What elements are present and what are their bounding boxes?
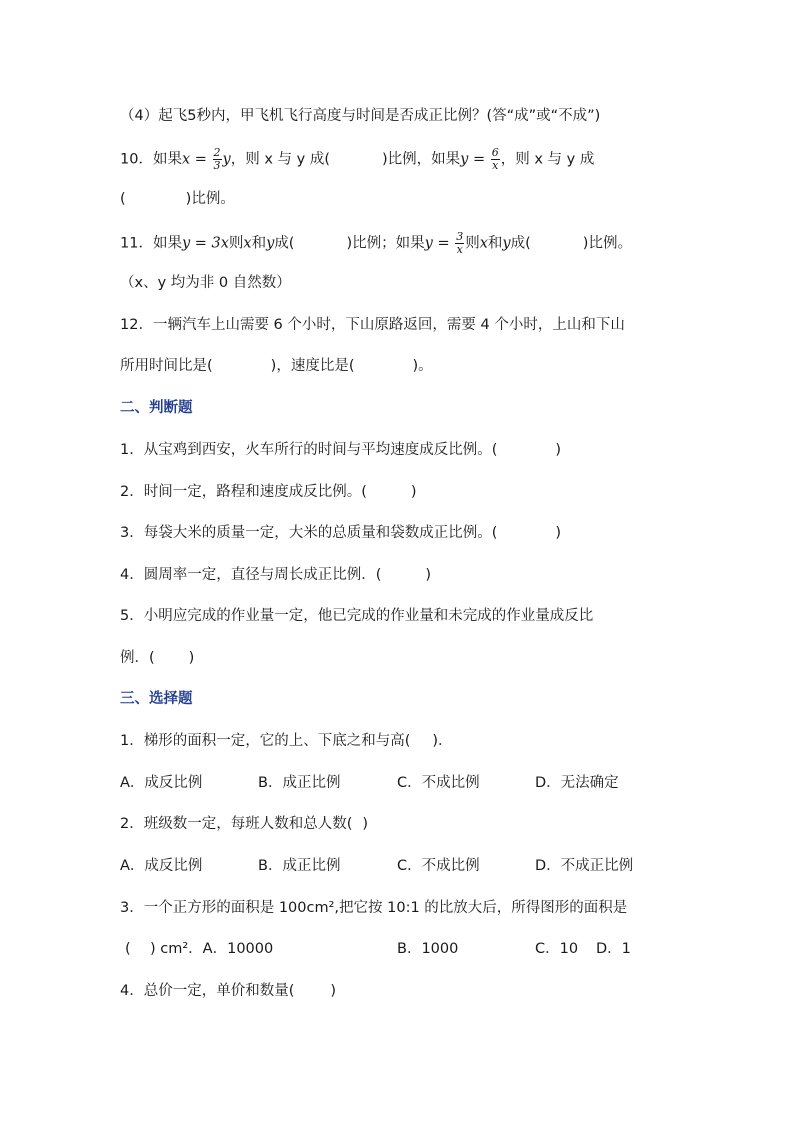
choice-q1-option-b[interactable]: B．成正比例 [258, 775, 341, 791]
choice-q1-options [120, 773, 734, 793]
judge-item-2-close: ) [410, 484, 417, 500]
judge-item-4 [120, 565, 734, 585]
q12-line1: 12．一辆汽车上山需要 6 个小时，下山原路返回，需要 4 个小时，上山和下山 [120, 317, 625, 333]
q10-var-y2: y [460, 151, 469, 168]
q11-note: （x、y 均为非 0 自然数） [120, 275, 291, 291]
q10-mid1: ，则 x 与 y 成( [230, 151, 330, 168]
choice-q3-option-c[interactable]: C．10 [535, 941, 579, 957]
choice-q1-close: )． [432, 733, 453, 749]
judge-item-5-line-2 [120, 648, 734, 668]
judge-item-5-line1: 5．小明应完成的作业量一定，他已完成的作业量和未完成的作业量成反比 [120, 608, 594, 624]
q10-frac2-den: x [492, 159, 499, 172]
question-12 [120, 315, 734, 335]
choice-question-3 [120, 898, 734, 918]
question-10-line-2 [120, 189, 734, 209]
judge-item-4-text: 4．圆周率一定，直径与周长成正比例．( [120, 567, 382, 583]
judge-item-5 [120, 606, 734, 626]
judge-item-1 [120, 440, 734, 460]
q11-var-y: y [266, 235, 275, 252]
q11-expr1: y = 3x [181, 235, 229, 252]
judge-item-3-close: ) [555, 525, 562, 541]
q10-fraction-2 [491, 147, 500, 172]
choice-q3-option-b[interactable]: B．1000 [397, 941, 459, 957]
q10-var-x: x [181, 151, 191, 168]
choice-q1-option-c[interactable]: C．不成比例 [397, 775, 480, 791]
choice-q4-close: ) [330, 983, 337, 999]
q11-end: )比例。 [582, 235, 632, 252]
judge-item-3-text: 3．每袋大米的质量一定，大米的总质量和袋数成正比例。( [120, 525, 498, 541]
q10-prefix: 10．如果 [120, 151, 182, 168]
question-4-sub [120, 106, 734, 126]
q11-and2: 和 [487, 235, 503, 252]
judge-item-1-text: 1．从宝鸡到西安，火车所行的时间与平均速度成反比例。( [120, 442, 498, 458]
q11-frac-den: x [456, 243, 463, 256]
question-11 [120, 231, 734, 256]
q10-mid2: )比例，如果 [381, 151, 461, 168]
q11-and: 和 [251, 235, 267, 252]
judge-item-5-close: ) [188, 650, 195, 666]
choice-q3-unit-option-a[interactable]: ) cm²．A．10000 [150, 941, 274, 957]
choice-q2-option-c[interactable]: C．不成比例 [397, 858, 480, 874]
judge-item-2-text: 2．时间一定，路程和速度成反比例。( [120, 484, 367, 500]
question-11-note [120, 273, 734, 293]
choice-q2-option-d[interactable]: D．不成正比例 [535, 858, 634, 874]
judge-item-5-line2: 例．( [120, 650, 155, 666]
q11-then1: 则 [228, 235, 244, 252]
choice-q2-close: ) [362, 816, 369, 832]
q10-frac2-num: 6 [491, 146, 499, 159]
judge-item-1-close: ) [555, 442, 562, 458]
q12-line2-a: 所用时间比是( [120, 358, 213, 374]
question-4-sub-text: （4）起飞5秒内，甲飞机飞行高度与时间是否成正比例？(答“成”或“不成”) [120, 108, 601, 124]
choice-q3-line-2 [120, 939, 734, 959]
section-2-title: 二、判断题 [120, 400, 193, 416]
choice-q1-option-a[interactable]: A．成反比例 [120, 775, 203, 791]
judge-item-4-close: ) [425, 567, 432, 583]
q10-frac1-num: 2 [213, 146, 221, 159]
q10-line2-open: ( [120, 191, 126, 207]
choice-q2-options [120, 856, 734, 876]
choice-question-4 [120, 981, 734, 1001]
judge-item-3 [120, 523, 734, 543]
q11-prefix: 11．如果 [120, 235, 182, 252]
judge-item-2 [120, 482, 734, 502]
choice-q1-text: 1．梯形的面积一定，它的上、下底之和与高( [120, 733, 411, 749]
q11-frac-num: 3 [456, 230, 464, 243]
choice-q3-text: 3．一个正方形的面积是 100cm²,把它按 10:1 的比放大后，所得图形的面积是 [120, 900, 628, 916]
q10-eq: = [190, 151, 212, 168]
q11-var-x2: x [479, 235, 488, 252]
q10-fraction-1 [213, 147, 222, 172]
q10-frac1-den: 3 [213, 159, 221, 172]
q11-cheng2: 成( [510, 235, 531, 252]
choice-q3-option-d[interactable]: D．1 [596, 941, 631, 957]
q11-then2: 则 [465, 235, 480, 252]
q11-var-x: x [243, 235, 252, 252]
q10-line2-close: )比例。 [185, 191, 235, 207]
q10-eq2: = [468, 151, 490, 168]
choice-q1-option-d[interactable]: D．无法确定 [535, 775, 619, 791]
q10-var-y: y [222, 151, 231, 168]
q11-yeq: y = [424, 235, 455, 252]
q12-line2-b: )，速度比是( [270, 358, 355, 374]
q11-var-y2: y [502, 235, 511, 252]
choice-q4-text: 4．总价一定，单价和数量( [120, 983, 295, 999]
question-10 [120, 147, 734, 172]
q11-mid: )比例；如果 [346, 235, 425, 252]
choice-q3-open: ( [125, 941, 131, 957]
choice-q2-text: 2．班级数一定，每班人数和总人数( [120, 816, 353, 832]
choice-q2-option-a[interactable]: A．成反比例 [120, 858, 203, 874]
section-3-title: 三、选择题 [120, 691, 193, 707]
choice-question-1 [120, 731, 734, 751]
question-12-line-2 [120, 356, 734, 376]
q11-fraction [455, 231, 464, 256]
q10-tail: ，则 x 与 y 成 [500, 151, 595, 168]
choice-q2-option-b[interactable]: B．成正比例 [258, 858, 341, 874]
choice-question-2 [120, 814, 734, 834]
q11-cheng1: 成( [274, 235, 295, 252]
q12-line2-c: )。 [412, 358, 433, 374]
